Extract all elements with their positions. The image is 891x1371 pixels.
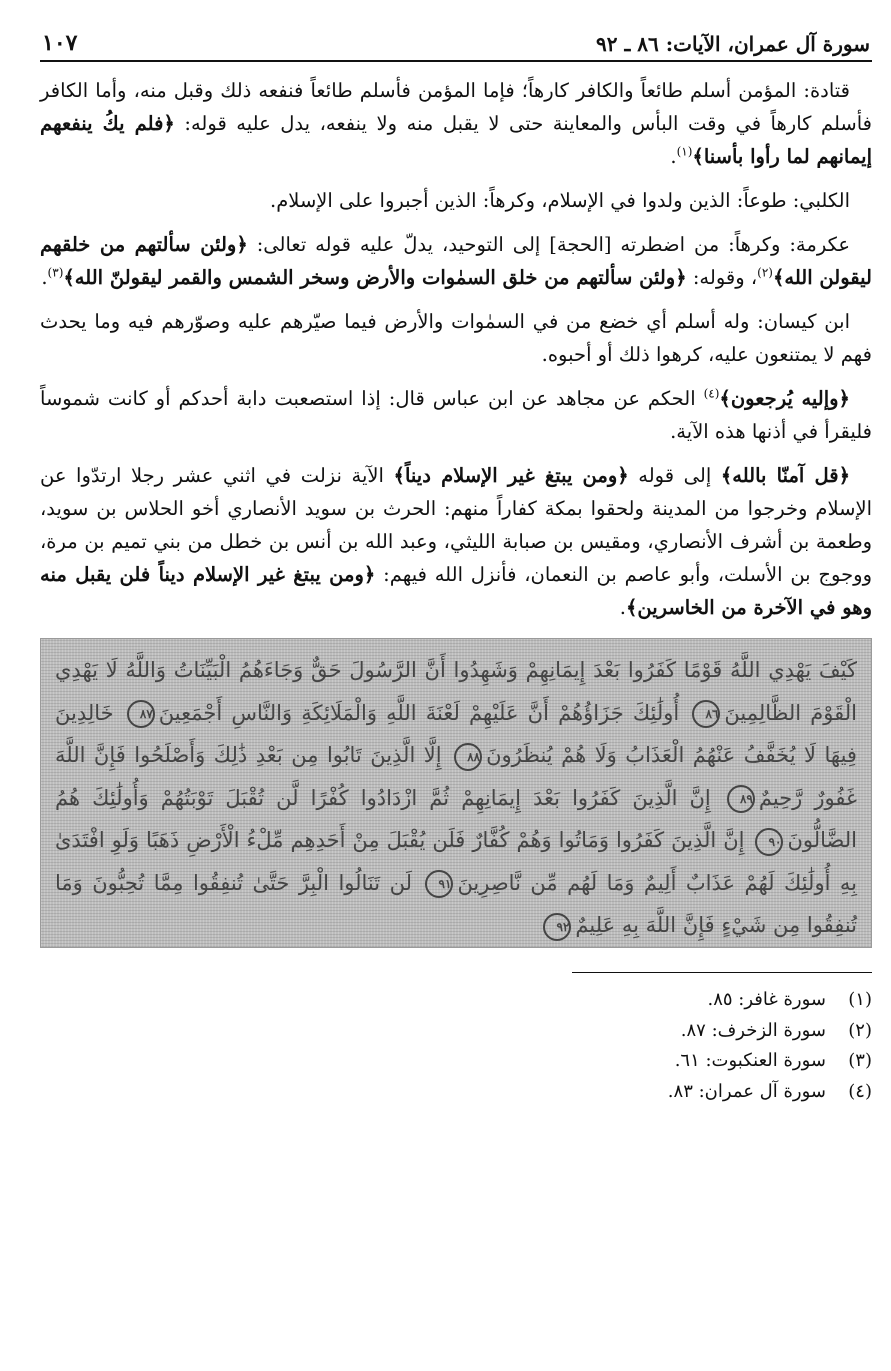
paragraph-text: الكلبي: طوعاً: الذين ولدوا في الإسلام، وكرهاً: الذين أجبروا على الإسلام.	[270, 189, 850, 212]
footnote-ref: (٢)	[757, 265, 773, 280]
quran-quote: ﴿فلم يكُ ينفعهم إيمانهم لما رأوا بأسنا﴾	[40, 112, 872, 168]
footnote-number: (٢)	[848, 1019, 872, 1041]
paragraph-wa-ilayhi	[40, 382, 872, 448]
quran-quote: ﴿ومن يبتغ غير الإسلام ديناً﴾	[393, 464, 629, 487]
ayah-text: خَالِدِينَ فِيهَا لَا يُخَفَّفُ عَنْهُمُ الْعَذَابُ وَلَا هُمْ يُنظَرُونَ	[55, 700, 857, 767]
footnote-number: (٤)	[848, 1080, 872, 1102]
quran-quote: ﴿ولئن سألتهم من خلقهم ليقولن الله﴾	[40, 233, 872, 289]
paragraph-tail: .	[670, 145, 677, 168]
footnote-divider	[572, 972, 872, 973]
footnote-ref: (٣)	[47, 265, 64, 280]
footnotes	[40, 985, 872, 1107]
ayah-number-marker: ٩١	[425, 870, 453, 898]
paragraph-tail: .	[619, 596, 626, 619]
ayah-text: إِلَّا الَّذِينَ تَابُوا مِن بَعْدِ ذَٰلِكَ وَأَصْلَحُوا فَإِنَّ اللَّهَ غَفُورٌ رَّحِيمٌ	[55, 743, 857, 810]
page-header	[40, 22, 872, 62]
paragraph-kalbi	[40, 184, 872, 217]
quran-quote: ﴿ومن يبتغ غير الإسلام ديناً فلن يقبل منه وهو في الآخرة من الخاسرين﴾	[40, 563, 872, 619]
paragraph-qul-amanna	[40, 459, 872, 624]
commentary-text	[40, 74, 872, 624]
quran-quote: ﴿قل آمنّا بالله﴾	[720, 464, 851, 487]
ayah-text: إِنَّ الَّذِينَ كَفَرُوا بَعْدَ إِيمَانِهِمْ ثُمَّ ازْدَادُوا كُفْرًا لَّن تُقْبَلَ تَوْبَتُهُمْ وَأُولَٰئِكَ هُمُ الضَّالُّونَ	[55, 785, 857, 852]
ayah-number-marker: ٨٩	[727, 785, 755, 813]
ayah-text: كَيْفَ يَهْدِي اللَّهُ قَوْمًا كَفَرُوا بَعْدَ إِيمَانِهِمْ وَشَهِدُوا أَنَّ الرَّسُولَ حَقٌّ وَجَاءَهُمُ الْبَيِّنَاتُ وَاللَّهُ لَا يَهْدِي الْقَوْمَ الظَّالِمِينَ	[55, 658, 857, 725]
paragraph-qatada	[40, 74, 872, 173]
ayah-text: لَن تَنَالُوا الْبِرَّ حَتَّىٰ تُنفِقُوا مِمَّا تُحِبُّونَ وَمَا تُنفِقُوا مِن شَيْءٍ فَإِنَّ اللَّهَ بِهِ عَلِيمٌ	[55, 870, 857, 937]
footnote	[40, 1046, 872, 1077]
quran-verses-box	[40, 638, 872, 948]
paragraph-text: عكرمة: وكرهاً: من اضطرته [الحجة] إلى التوحيد، يدلّ عليه قوله تعالى:	[247, 233, 850, 256]
ayah-number-marker: ٩٢	[543, 913, 571, 941]
footnote-ref: (١)	[676, 144, 693, 159]
quran-quote: ﴿ولئن سألتهم من خلق السمٰوات والأرض وسخر الشمس والقمر ليقولنّ الله﴾	[63, 266, 687, 289]
book-page	[40, 22, 872, 1107]
running-title: سورة آل عمران، الآيات: ٨٦ ـ ٩٢	[596, 32, 870, 56]
paragraph-ibn-kaysan	[40, 305, 872, 371]
ayah-number-marker: ٨٦	[692, 700, 720, 728]
paragraph-text: ابن كيسان: وله أسلم أي خضع من في السمٰوات والأرض فيما صيّرهم عليه وصوّرهم فيه وما يحدث فهم لا يمتنعون عليه، كرهوا ذلك أو أحبوه.	[40, 310, 872, 366]
page-number: ١٠٧	[42, 30, 78, 56]
footnote	[40, 985, 872, 1016]
footnote	[40, 1016, 872, 1047]
paragraph-tail: .	[41, 266, 48, 289]
paragraph-text: ، وقوله:	[686, 266, 758, 289]
ayah-number-marker: ٨٧	[127, 700, 155, 728]
paragraph-text: الآية نزلت في اثني عشر رجلا ارتدّوا عن الإسلام وخرجوا من المدينة ولحقوا بمكة كفاراً منهم: الحرث بن سويد الأنصاري أخو الحلاس بن سويد، وطعمة بن أشرف الأنصاري، ومقيس بن صبابة الليثي، وعبد الله بن أنس بن خطل من بني تميم بن مرة، ووجوج بن الأسلت، وأبو عاصم بن النعمان، فأنزل الله فيهم:	[40, 464, 873, 586]
footnote-number: (١)	[848, 989, 872, 1010]
paragraph-text: إلى قوله	[628, 464, 721, 487]
paragraph-text: الحكم عن مجاهد عن ابن عباس قال: إذا استصعبت دابة أحدكم أو كانت شموساً فليقرأ في أذنها هذه الآية.	[40, 387, 872, 443]
footnote-ref: (٤)	[703, 386, 720, 401]
ayah-text: إِنَّ الَّذِينَ كَفَرُوا وَمَاتُوا وَهُمْ كُفَّارٌ فَلَن يُقْبَلَ مِنْ أَحَدِهِم مِّلْءُ الْأَرْضِ ذَهَبًا وَلَوِ افْتَدَىٰ بِهِ أُولَٰئِكَ لَهُمْ عَذَابٌ أَلِيمٌ وَمَا لَهُم مِّن نَّاصِرِينَ	[55, 828, 857, 895]
paragraph-text: قتادة: المؤمن أسلم طائعاً والكافر كارهاً؛ فإما المؤمن فأسلم طائعاً فنفعه ذلك وقبل منه، وأما الكافر فأسلم كارهاً في وقت البأس والمعاينة حتى لا يقبل منه ولا ينفعه، يدل عليه قوله:	[40, 79, 872, 135]
ayah-number-marker: ٩٠	[755, 828, 783, 856]
footnote-number: (٣)	[848, 1050, 872, 1071]
footnote-text: سورة الزخرف: ٨٧.	[680, 1019, 826, 1041]
footnote-text: سورة العنكبوت: ٦١.	[674, 1050, 826, 1071]
footnote-text: سورة آل عمران: ٨٣.	[667, 1080, 826, 1102]
quran-quote: ﴿وإليه يُرجعون﴾	[719, 387, 850, 410]
paragraph-ikrima	[40, 228, 872, 294]
ayah-number-marker: ٨٨	[454, 743, 482, 771]
ayah-text: أُولَٰئِكَ جَزَاؤُهُمْ أَنَّ عَلَيْهِمْ لَعْنَةَ اللَّهِ وَالْمَلَائِكَةِ وَالنَّاسِ أَجْمَعِينَ	[158, 700, 680, 725]
footnote-text: سورة غافر: ٨٥.	[707, 989, 826, 1010]
footnote	[40, 1077, 872, 1108]
